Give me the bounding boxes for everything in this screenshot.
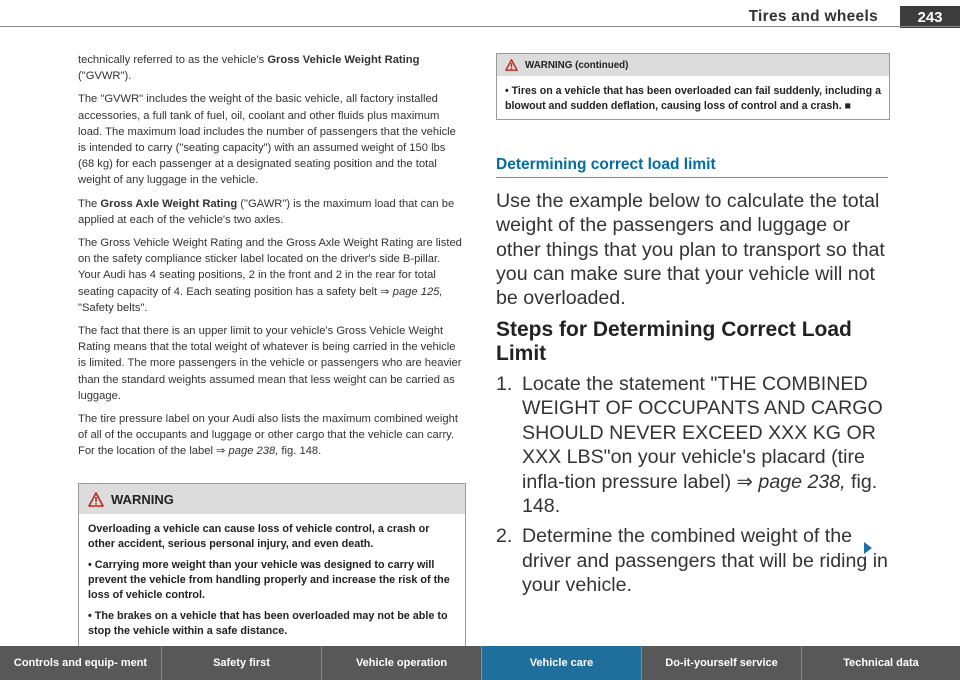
paragraph-tire-label: The tire pressure label on your Audi also lists the maximum combined weight of all of the occupants and luggage or other cargo that the vehicle can carry. For the location of the label ⇒ page 238, fig. 148. (78, 413, 458, 458)
paragraph-rating-location: The Gross Vehicle Weight Rating and the Gross Axle Weight Rating are listed on the safety compliance sticker label located on the driver's side B-pillar. Your Audi has 4 seating positions, 2 in the front and 2 in the rear for total seating capacity of 4. Each seating position has a safety belt ⇒ page 125, "Safety belts". (78, 237, 462, 314)
warning-body (497, 76, 889, 119)
paragraph-gvwr: technically referred to as the vehicle's Gross Vehicle Weight Rating ("GVWR"). (78, 54, 420, 83)
continue-arrow-icon (864, 542, 872, 554)
tab-safety-first[interactable]: Safety first (162, 646, 322, 680)
warning-body (79, 514, 465, 651)
warning-bullet: • The brakes on a vehicle that has been overloaded may not be able to stop the vehicle within a safe distance. (88, 610, 448, 637)
step-item (496, 524, 896, 597)
step-text: Determine the combined weight of the driver and passengers that will be riding in your vehicle. (522, 525, 888, 597)
tab-do-it-yourself-service[interactable]: Do-it-yourself service (642, 646, 802, 680)
tab-vehicle-operation[interactable]: Vehicle operation (322, 646, 482, 680)
tab-controls-and-equipment[interactable]: Controls and equip- ment (0, 646, 162, 680)
page-number: 243 (900, 6, 960, 28)
warning-triangle-icon (505, 59, 518, 71)
section-heading: Determining correct load limit (496, 156, 888, 178)
footer-nav (0, 646, 960, 680)
tab-vehicle-care[interactable]: Vehicle care (482, 646, 642, 680)
steps-list (496, 372, 896, 604)
warning-bullet: • Carrying more weight than your vehicle was designed to carry will prevent the vehicle from handling properly and increase the risk of the loss of vehicle control. (88, 559, 450, 601)
warning-continued-box (496, 53, 890, 120)
warning-header (497, 54, 889, 76)
tab-technical-data[interactable]: Technical data (843, 656, 919, 669)
paragraph-gvwr-detail: The "GVWR" includes the weight of the basic vehicle, all factory installed accessories, a full tank of fuel, oil, coolant and other fluids plus maximum load. The maximum load includes the number of passengers that the vehicle is intended to carry ("seating capacity") with an assumed weight of 150 lbs (68 kg) for each passenger at a designated seating position and the total weight of any luggage in the vehicle. (78, 93, 456, 187)
warning-title: WARNING (111, 491, 174, 507)
paragraph-gawr: The Gross Axle Weight Rating ("GAWR") is the maximum load that can be applied at each of the vehicle's two axles. (78, 197, 455, 226)
warning-bullet: • Tires on a vehicle that has been overloaded can fail suddenly, including a blowout and sudden deflation, causing loss of control and a crash. ■ (505, 85, 881, 112)
paragraph-upper-limit: The fact that there is an upper limit to your vehicle's Gross Vehicle Weight Rating means that the total weight of whatever is being carried in the vehicle is limited. The more passengers in the vehicle or passengers who are heavier than the standard weights assumed mean that less weight can be carried as luggage. (78, 325, 462, 402)
left-column (78, 52, 464, 467)
step-number: 1. (496, 373, 513, 395)
header-rule (0, 26, 960, 27)
page-ref-link[interactable]: page 238, (758, 470, 846, 493)
page-ref-link[interactable]: page 238, (228, 445, 279, 458)
section-title: Tires and wheels (748, 8, 878, 25)
step-text: Locate the statement "THE COMBINED WEIGHT OF OCCUPANTS AND CARGO SHOULD NEVER EXCEED XXX KG OR XXX LBS"on your vehicle's placard (tire infla-tion pressure label) ⇒ page 238, fig. 148. (522, 373, 883, 518)
steps-title: Steps for Determining Correct Load Limit (496, 318, 852, 365)
warning-header (79, 484, 465, 514)
warning-box (78, 483, 466, 652)
page-ref-link[interactable]: page 125, (392, 285, 443, 298)
step-number: 2. (496, 525, 513, 548)
step-item (496, 372, 896, 518)
section-intro: Use the example below to calculate the total weight of the passengers and luggage or other things that you plan to transport so that you can make sure that your vehicle will not be overloaded. (496, 190, 885, 310)
warning-triangle-icon (88, 492, 104, 507)
warning-intro: Overloading a vehicle can cause loss of vehicle control, a crash or other accident, serious personal injury, and even death. (88, 523, 430, 550)
warning-title: WARNING (continued) (525, 59, 629, 71)
